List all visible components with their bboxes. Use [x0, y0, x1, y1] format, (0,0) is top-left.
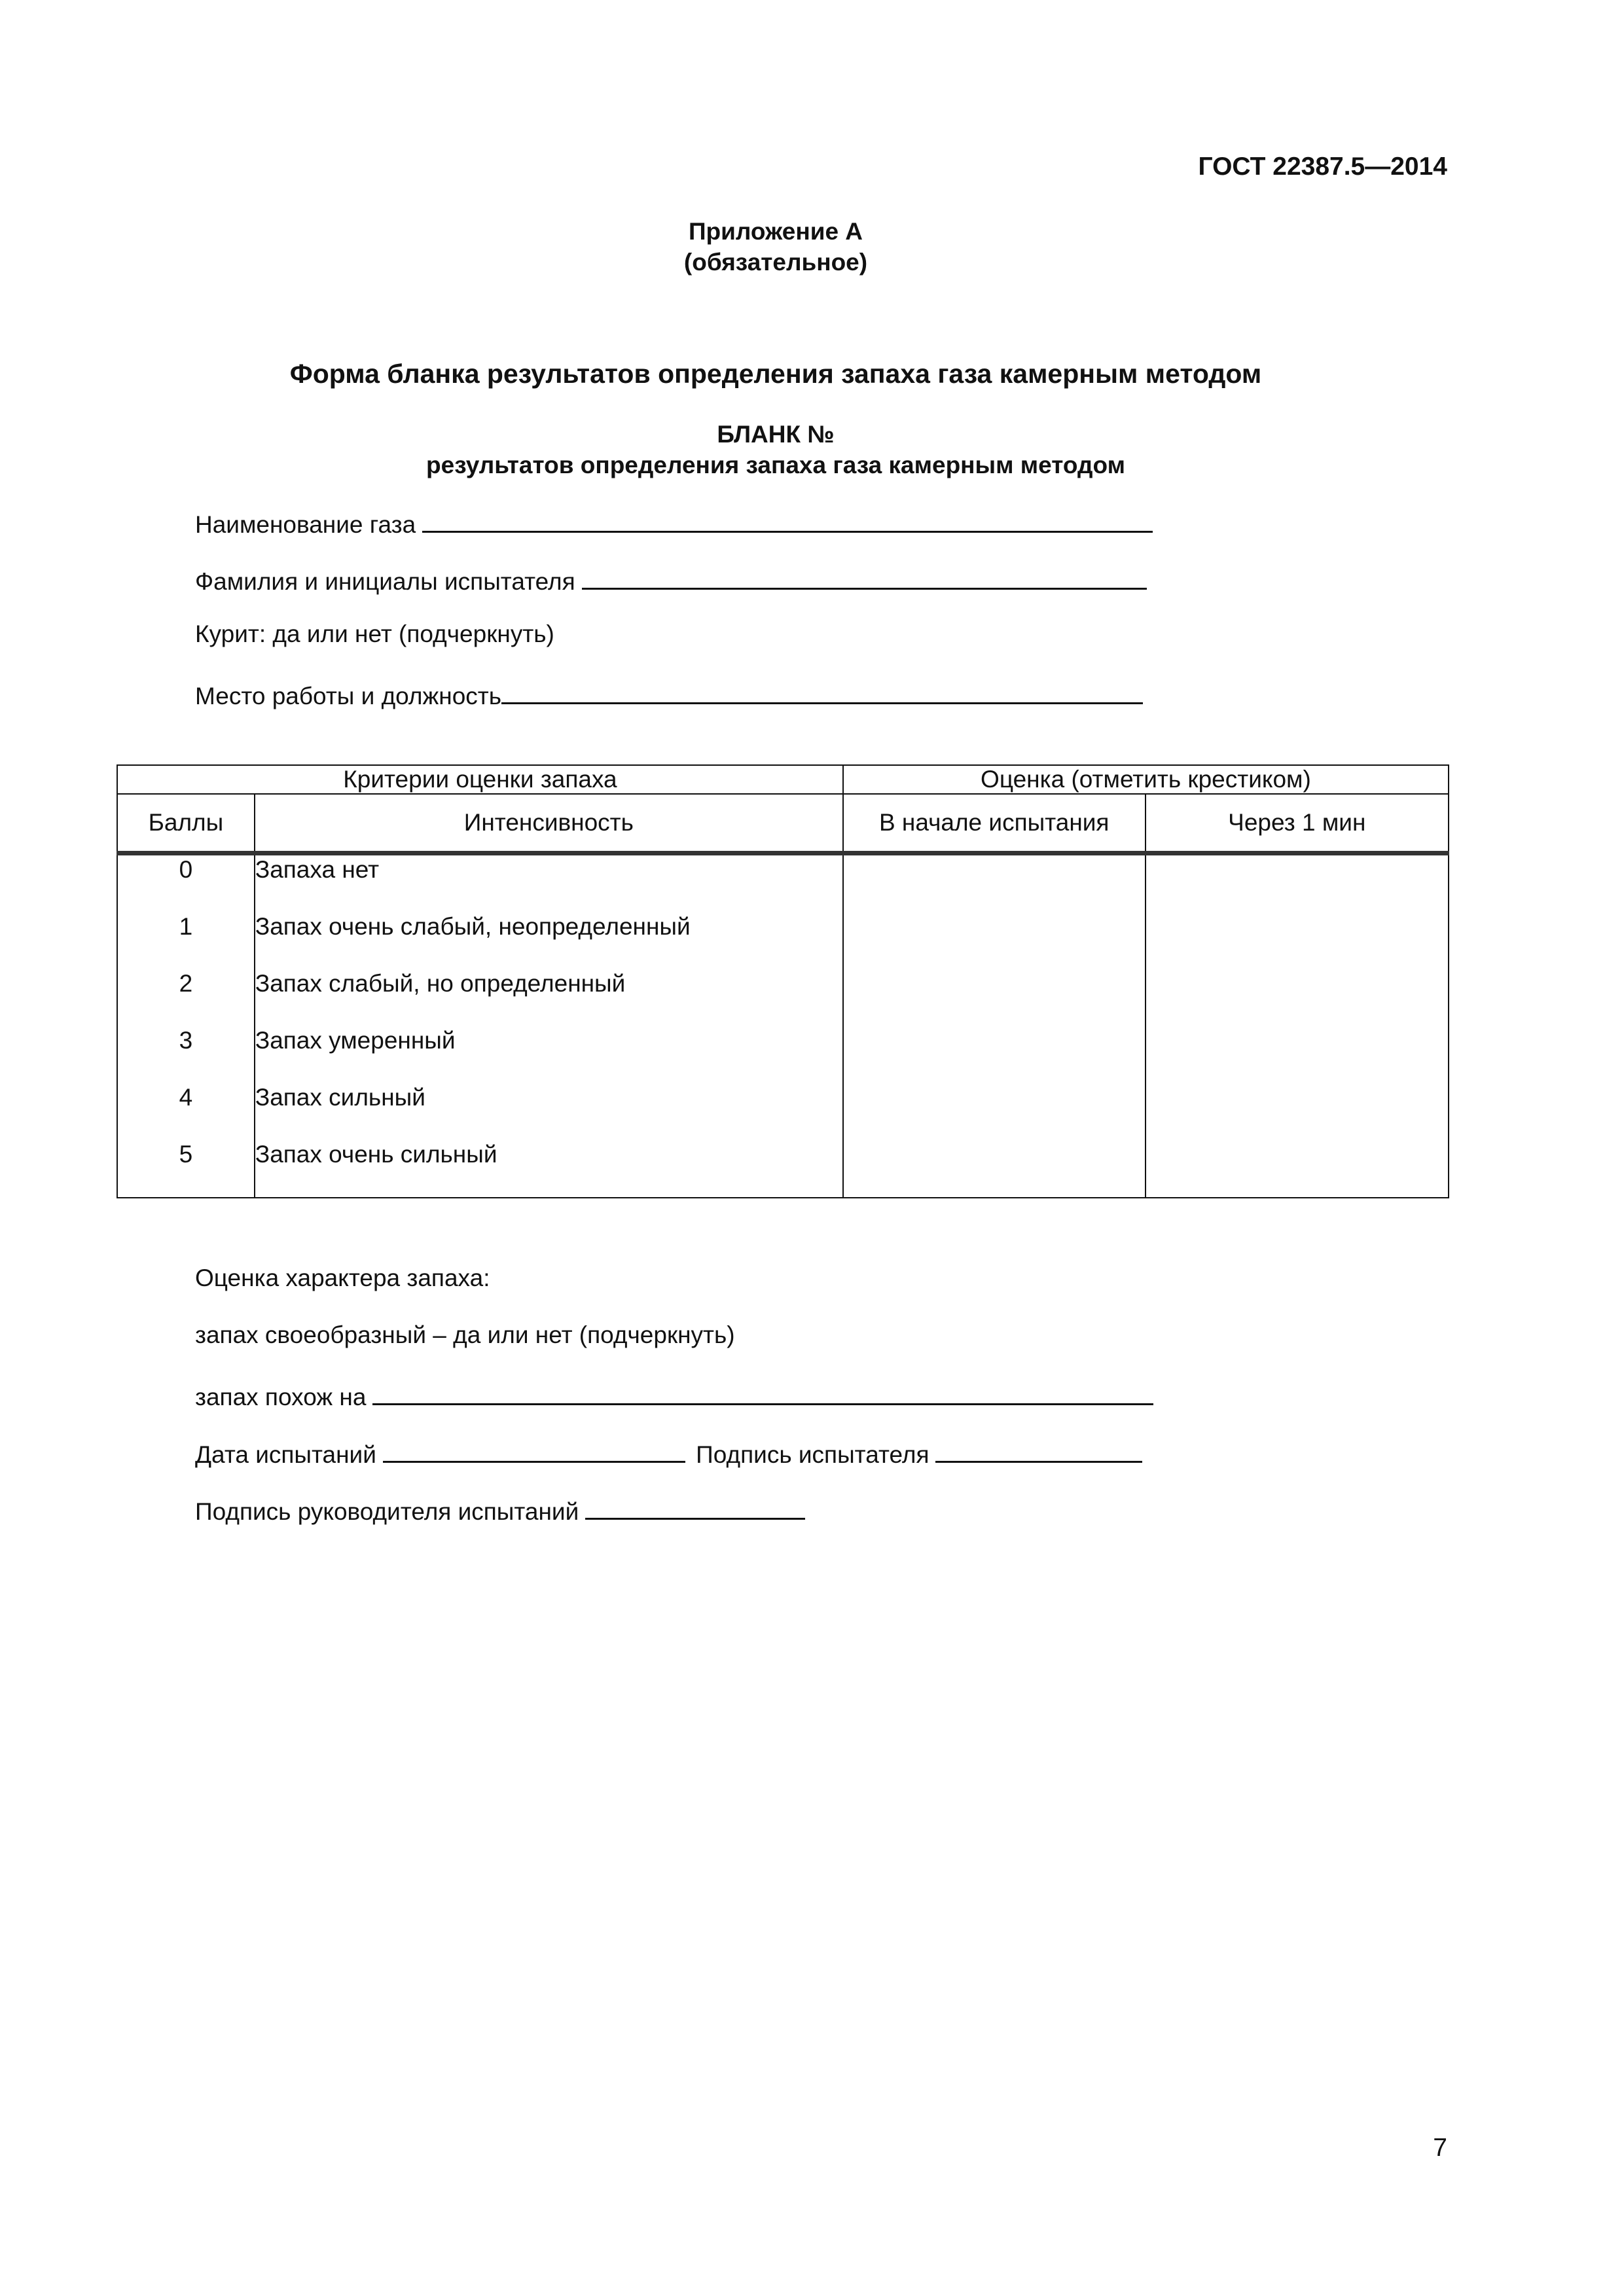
test-date-blank[interactable]	[383, 1436, 685, 1463]
tester-name-blank[interactable]	[582, 563, 1147, 590]
intensity-1: Запах очень слабый, неопределенный	[255, 913, 691, 940]
intensity-cell	[255, 853, 843, 1198]
workplace-label: Место работы и должность	[195, 683, 502, 709]
scores-cell	[117, 853, 255, 1198]
similar-blank[interactable]	[372, 1378, 1153, 1405]
blank-title: БЛАНК №	[717, 421, 835, 448]
score-0: 0	[179, 856, 193, 883]
smokes-field: Курит: да или нет (подчеркнуть)	[195, 620, 554, 647]
peculiar-line: запах своеобразный – да или нет (подчеркнуть)	[195, 1321, 735, 1348]
col-after-header: Через 1 мин	[1146, 794, 1449, 853]
gas-name-label: Наименование газа	[195, 511, 416, 538]
tester-name-field[interactable]	[195, 563, 1147, 596]
workplace-field[interactable]	[195, 677, 1143, 710]
criteria-header: Критерии оценки запаха	[117, 765, 843, 794]
appendix-title: Приложение А	[688, 218, 863, 245]
intensity-2: Запах слабый, но определенный	[255, 970, 626, 997]
score-5: 5	[179, 1141, 193, 1168]
test-date-label: Дата испытаний	[195, 1441, 376, 1468]
table-body-row	[117, 853, 1449, 1198]
head-signature-blank[interactable]	[585, 1493, 805, 1520]
tester-signature-label: Подпись испытателя	[696, 1441, 929, 1468]
appendix-heading	[0, 216, 1551, 278]
blank-subtitle: результатов определения запаха газа камерным методом	[426, 452, 1125, 478]
intensity-3: Запах умеренный	[255, 1027, 456, 1054]
intensity-4: Запах сильный	[255, 1084, 425, 1111]
appendix-status: (обязательное)	[683, 249, 868, 276]
blank-heading	[0, 419, 1551, 480]
tester-name-label: Фамилия и инициалы испытателя	[195, 568, 575, 595]
evaluation-header: Оценка (отметить крестиком)	[843, 765, 1449, 794]
start-mark-cell[interactable]	[843, 853, 1146, 1198]
page-number: 7	[1433, 2134, 1447, 2162]
head-signature-label: Подпись руководителя испытаний	[195, 1498, 579, 1525]
gas-name-field[interactable]	[195, 506, 1153, 539]
col-intensity-header: Интенсивность	[255, 794, 843, 853]
standard-number: ГОСТ 22387.5—2014	[1198, 152, 1447, 181]
table-header-row	[117, 765, 1449, 794]
score-1: 1	[179, 913, 193, 940]
form-title: Форма бланка результатов определения запаха газа камерным методом	[289, 359, 1262, 389]
col-start-header: В начале испытания	[843, 794, 1146, 853]
head-signature-field[interactable]	[195, 1493, 805, 1526]
similar-field[interactable]	[195, 1378, 1153, 1411]
after-mark-cell[interactable]	[1146, 853, 1449, 1198]
score-4: 4	[179, 1084, 193, 1111]
workplace-blank[interactable]	[501, 677, 1143, 704]
score-3: 3	[179, 1027, 193, 1054]
date-signature-field[interactable]	[195, 1436, 1142, 1469]
tester-signature-blank[interactable]	[935, 1436, 1142, 1463]
criteria-table	[117, 764, 1449, 1198]
gas-name-blank[interactable]	[422, 506, 1153, 533]
score-2: 2	[179, 970, 193, 997]
table-subheader-row	[117, 794, 1449, 853]
col-scores-header: Баллы	[117, 794, 255, 853]
intensity-5: Запах очень сильный	[255, 1141, 497, 1168]
character-title: Оценка характера запаха:	[195, 1265, 490, 1291]
similar-label: запах похож на	[195, 1384, 367, 1410]
intensity-0: Запаха нет	[255, 856, 380, 883]
